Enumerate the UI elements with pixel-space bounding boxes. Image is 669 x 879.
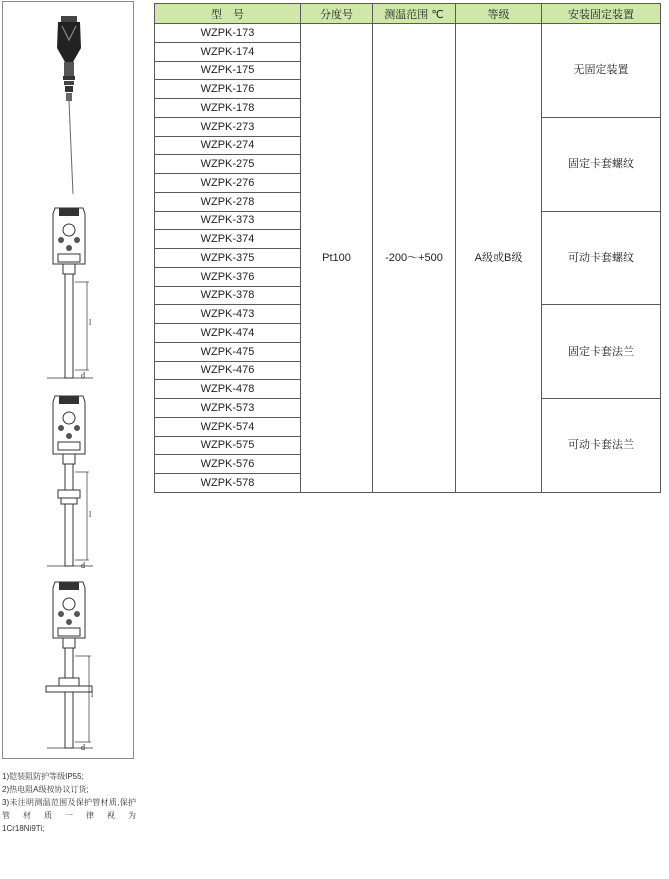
cell-mounting: 无固定装置: [542, 24, 661, 118]
cell-model: WZPK-476: [155, 361, 301, 380]
thermometer-drawings: [3, 2, 135, 760]
header-grade: 等级: [456, 4, 542, 24]
drawing-fixed-thread: [47, 208, 93, 378]
note-4: 1Cr18Ni9Ti;: [2, 824, 45, 833]
spec-table: [154, 3, 661, 493]
cell-model: WZPK-374: [155, 230, 301, 249]
cell-model: WZPK-575: [155, 436, 301, 455]
header-mounting: 安装固定装置: [542, 4, 661, 24]
cell-model: WZPK-278: [155, 192, 301, 211]
cell-model: WZPK-376: [155, 267, 301, 286]
cell-model: WZPK-574: [155, 417, 301, 436]
cell-mounting: 固定卡套螺纹: [542, 117, 661, 211]
cell-model: WZPK-276: [155, 174, 301, 193]
table-row: [155, 24, 661, 43]
cell-model: WZPK-373: [155, 211, 301, 230]
cell-model: WZPK-573: [155, 399, 301, 418]
dim-l-label: l: [91, 690, 94, 699]
table-header-row: [155, 4, 661, 24]
cell-range: -200～+500: [373, 24, 456, 493]
cell-model: WZPK-475: [155, 342, 301, 361]
cell-model: WZPK-274: [155, 136, 301, 155]
cell-model: WZPK-578: [155, 474, 301, 493]
drawing-movable-thread: [47, 396, 93, 566]
dim-d-label: d: [81, 561, 85, 570]
cell-model: WZPK-175: [155, 61, 301, 80]
cell-mounting: 可动卡套法兰: [542, 399, 661, 493]
cell-model: WZPK-474: [155, 324, 301, 343]
note-2: 2)热电阻A级按协议订货;: [2, 785, 89, 794]
cell-model: WZPK-275: [155, 155, 301, 174]
dim-d-label: d: [81, 371, 85, 380]
cell-mounting: 可动卡套螺纹: [542, 211, 661, 305]
note-1: 1)铠装阻防护等级IP55;: [2, 772, 84, 781]
cell-model: WZPK-473: [155, 305, 301, 324]
cell-model: WZPK-178: [155, 99, 301, 118]
cell-model: WZPK-576: [155, 455, 301, 474]
cell-mounting: 固定卡套法兰: [542, 305, 661, 399]
dim-l-label: l: [89, 318, 92, 327]
dim-l-label: l: [89, 510, 92, 519]
dim-d-label: d: [81, 743, 85, 752]
cell-model: WZPK-174: [155, 42, 301, 61]
drawing-flange: [46, 582, 93, 748]
cell-grade: A级或B级: [456, 24, 542, 493]
notes: [2, 770, 136, 835]
note-3: 3)未注明测温范围及保护管材质,保护管材质一律视为: [2, 798, 136, 820]
cell-model: WZPK-378: [155, 286, 301, 305]
header-graduation: 分度号: [301, 4, 373, 24]
header-range: 测温范围 ℃: [373, 4, 456, 24]
header-model: 型 号: [155, 4, 301, 24]
cell-model: WZPK-173: [155, 24, 301, 43]
table-body: [155, 24, 661, 493]
product-illustration-panel: [2, 1, 134, 759]
drawing-no-fixture: [57, 16, 81, 194]
cell-model: WZPK-176: [155, 80, 301, 99]
cell-graduation: Pt100: [301, 24, 373, 493]
cell-model: WZPK-478: [155, 380, 301, 399]
cell-model: WZPK-273: [155, 117, 301, 136]
cell-model: WZPK-375: [155, 249, 301, 268]
